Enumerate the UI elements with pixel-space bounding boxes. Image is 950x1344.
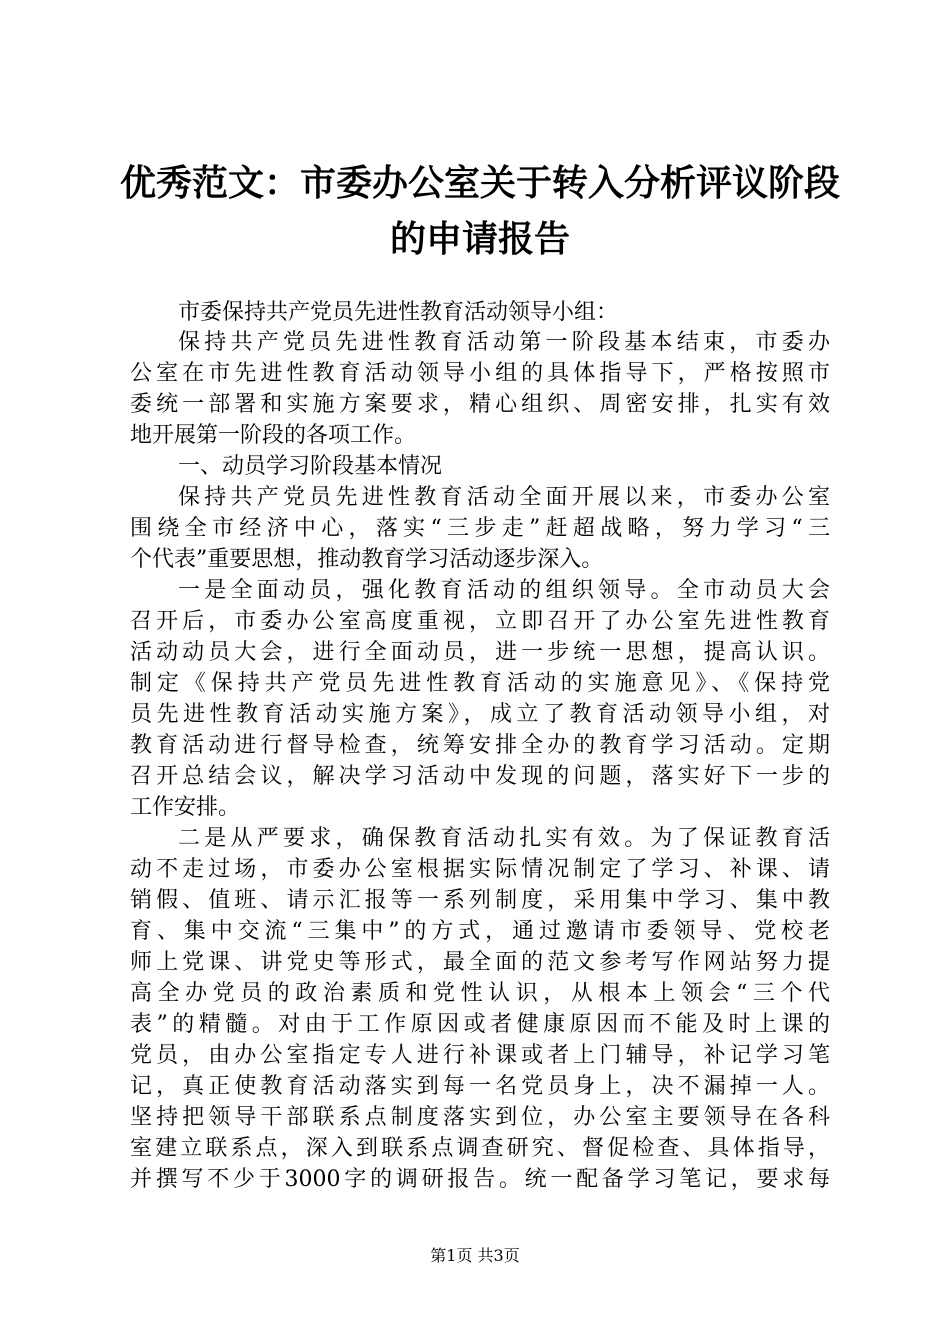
body-line: 室建立联系点，深入到联系点调查研究、督促检查、具体指导， <box>130 1136 830 1161</box>
body-line: 个代表”重要思想，推动教育学习活动逐步深入。 <box>130 547 604 572</box>
body-line: 活动动员大会，进行全面动员，进一步统一思想，提高认识。 <box>130 640 830 665</box>
body-line: 师上党课、讲党史等形式，最全面的范文参考写作网站努力提 <box>130 950 830 975</box>
body-line: 并撰写不少于3000字的调研报告。统一配备学习笔记，要求每 <box>130 1167 830 1192</box>
body-line: 动不走过场，市委办公室根据实际情况制定了学习、补课、请 <box>130 857 830 882</box>
body-line: 工作安排。 <box>130 795 241 820</box>
body-line: 地开展第一阶段的各项工作。 <box>130 423 417 448</box>
body-line: 党员，由办公室指定专人进行补课或者上门辅导，补记学习笔 <box>130 1043 830 1068</box>
body-line: 记，真正使教育活动落实到每一名党员身上，决不漏掉一人。 <box>130 1074 830 1099</box>
body-line: 育、集中交流“三集中”的方式，通过邀请市委领导、党校老 <box>130 919 830 944</box>
salutation: 市委保持共产党员先进性教育活动领导小组： <box>178 300 619 325</box>
body-line: 制定《保持共产党员先进性教育活动的实施意见》、《保持党 <box>130 671 830 696</box>
body-line: 保持共产党员先进性教育活动第一阶段基本结束，市委办 <box>178 330 830 355</box>
body-line: 销假、值班、请示汇报等一系列制度，采用集中学习、集中教 <box>130 888 830 913</box>
body-line: 一是全面动员，强化教育活动的组织领导。全市动员大会 <box>178 578 830 603</box>
body-line: 召开总结会议，解决学习活动中发现的问题，落实好下一步的 <box>130 764 830 789</box>
body-line: 高全办党员的政治素质和党性认识，从根本上领会“三个代 <box>130 981 830 1006</box>
page-number-footer: 第1页 共3页 <box>430 1246 520 1265</box>
body-line: 围绕全市经济中心，落实“三步走”赶超战略，努力学习“三 <box>130 516 830 541</box>
document-title-line-2: 的申请报告 <box>389 219 570 260</box>
body-line: 召开后，市委办公室高度重视，立即召开了办公室先进性教育 <box>130 609 830 634</box>
body-line: 公室在市先进性教育活动领导小组的具体指导下，严格按照市 <box>130 361 830 386</box>
body-line: 二是从严要求，确保教育活动扎实有效。为了保证教育活 <box>178 826 830 851</box>
document-title-line-1: 优秀范文：市委办公室关于转入分析评议阶段 <box>119 163 840 204</box>
section-heading: 一、动员学习阶段基本情况 <box>178 454 443 479</box>
body-line: 员先进性教育活动实施方案》，成立了教育活动领导小组，对 <box>130 702 830 727</box>
body-line: 表”的精髓。对由于工作原因或者健康原因而不能及时上课的 <box>130 1012 830 1037</box>
body-line: 坚持把领导干部联系点制度落实到位，办公室主要领导在各科 <box>130 1105 830 1130</box>
body-line: 保持共产党员先进性教育活动全面开展以来，市委办公室 <box>178 485 830 510</box>
body-line: 教育活动进行督导检查，统筹安排全办的教育学习活动。定期 <box>130 733 830 758</box>
body-line: 委统一部署和实施方案要求，精心组织、周密安排，扎实有效 <box>130 392 830 417</box>
